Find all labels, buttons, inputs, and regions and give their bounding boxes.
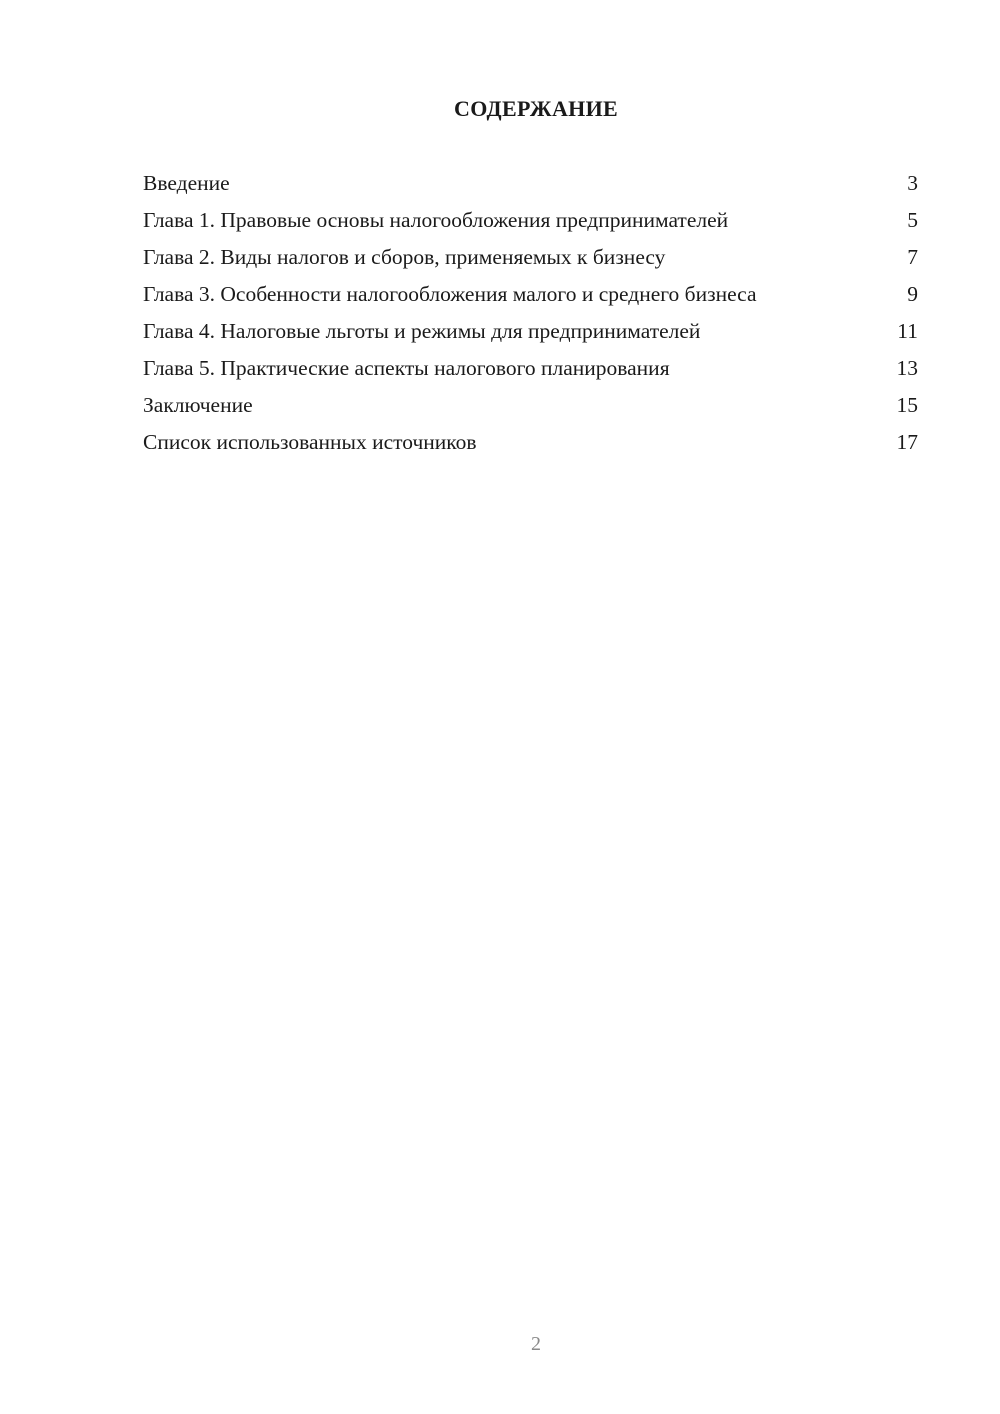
toc-entry-chapter-2 <box>143 244 918 270</box>
toc-entry-page: 5 <box>907 208 918 232</box>
toc-entry-chapter-4 <box>143 318 918 344</box>
toc-entry-label: Список использованных источников <box>143 430 477 454</box>
toc-entry-label: Заключение <box>143 393 253 417</box>
toc-entry-label: Глава 1. Правовые основы налогообложения предпринимателей <box>143 208 729 232</box>
toc-entry-chapter-3 <box>143 281 918 307</box>
toc-entry-chapter-5 <box>143 355 918 381</box>
toc-entry-chapter-1 <box>143 207 918 233</box>
toc-entry-page: 13 <box>896 356 918 380</box>
table-of-contents <box>143 170 918 466</box>
toc-entry-label: Глава 5. Практические аспекты налогового планирования <box>143 356 670 380</box>
toc-entry-page: 3 <box>907 171 918 195</box>
toc-entry-page: 7 <box>907 245 918 269</box>
page-number: 2 <box>531 1333 541 1355</box>
toc-entry-page: 9 <box>907 282 918 306</box>
toc-entry-page: 11 <box>897 319 918 343</box>
toc-entry-page: 15 <box>896 393 918 417</box>
toc-entry-references <box>143 429 918 455</box>
toc-entry-label: Глава 4. Налоговые льготы и режимы для предпринимателей <box>143 319 701 343</box>
toc-entry-label: Глава 2. Виды налогов и сборов, применяемых к бизнесу <box>143 245 666 269</box>
page-title: СОДЕРЖАНИЕ <box>454 96 618 121</box>
toc-entry-introduction <box>143 170 918 196</box>
toc-entry-label: Введение <box>143 171 230 195</box>
toc-entry-page: 17 <box>896 430 918 454</box>
toc-entry-label: Глава 3. Особенности налогообложения малого и среднего бизнеса <box>143 282 757 306</box>
toc-entry-conclusion <box>143 392 918 418</box>
